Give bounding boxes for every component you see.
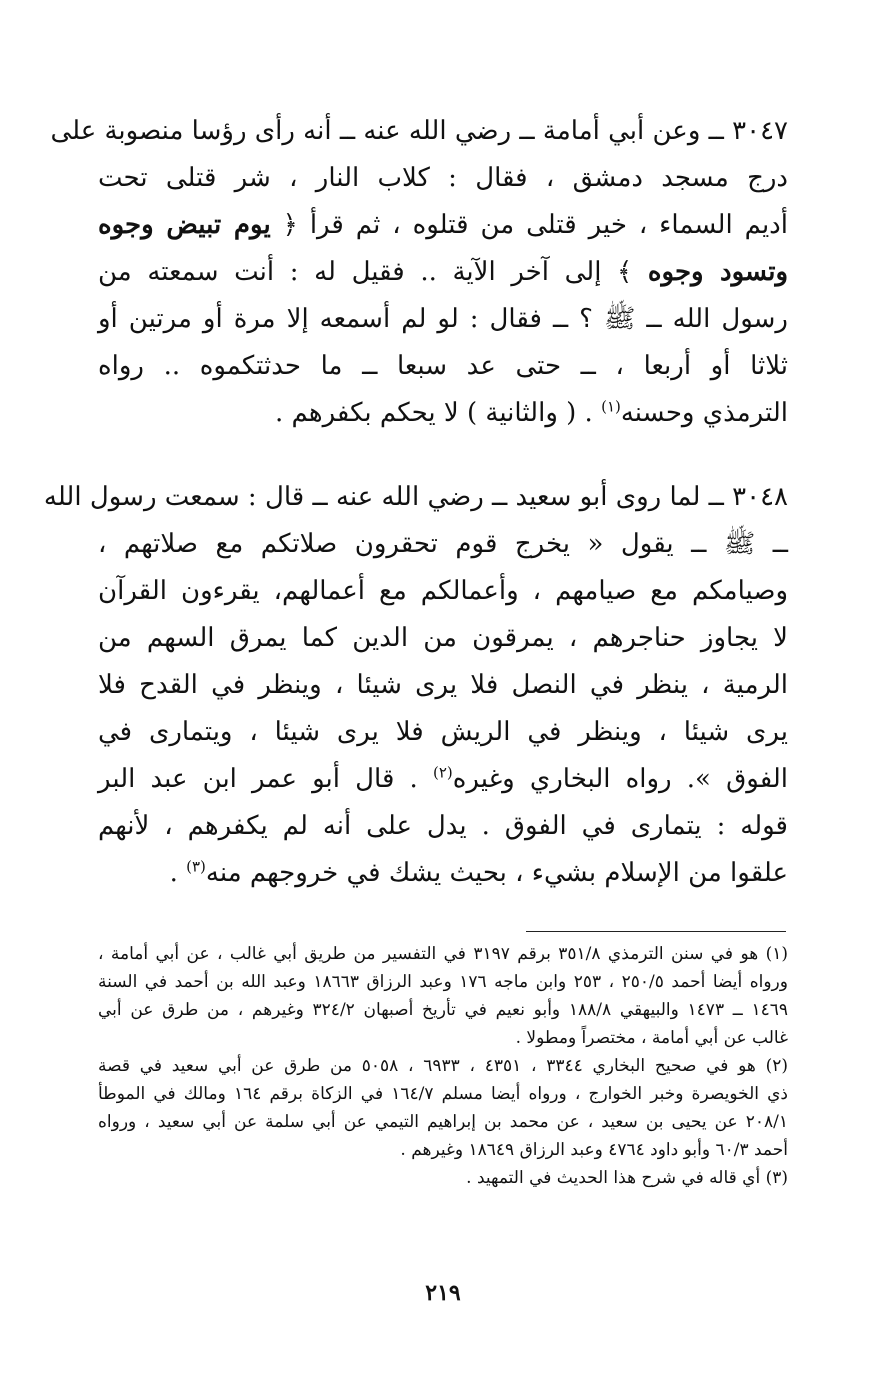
footnote-line: (٢) هو في صحيح البخاري ٣٣٤٤ ، ٤٣٥١ ، ٦٩٣٣ ، ٥٠٥٨ من طرق عن أبي سعيد في قصة	[98, 1056, 789, 1076]
footnote-line: (٣) أي قاله في شرح هذا الحديث في التمهيد .	[466, 1168, 788, 1188]
quran-verse: وتسود وجوه	[647, 257, 788, 287]
hadith-line: وصيامكم مع صيامهم ، وأعمالكم مع أعمالهم، يقرءون القرآن	[98, 576, 788, 606]
footnote-divider	[526, 931, 786, 932]
hadith-number: ٣٠٤٨ ــ	[708, 482, 788, 512]
hadith-line: ٣٠٤٧ ــ وعن أبي أمامة ــ رضي الله عنه ــ أنه رأى رؤسا منصوبة على	[50, 116, 788, 146]
hadith-line: الرمية ، ينظر في النصل فلا يرى شيئا ، وينظر في القدح فلا	[98, 670, 788, 700]
hadith-line: درج مسجد دمشق ، فقال : كلاب النار ، شر قتلى تحت	[98, 163, 788, 193]
footnote-line: غالب عن أبي أمامة ، مختصراً ومطولا .	[515, 1028, 788, 1048]
footnote-line: ذي الخويصرة وخبر الخوارج ، ورواه أيضا مسلم ١٦٤/٧ في الزكاة برقم ١٦٤ ومالك في الموطأ	[98, 1084, 788, 1104]
hadith-line: وتسود وجوه ﴾ إلى آخر الآية .. فقيل له : أنت سمعته من	[98, 257, 788, 287]
footnote-ref: (٢)	[432, 763, 453, 782]
quran-verse: يوم تبيض وجوه	[98, 210, 271, 240]
footnote-line: ورواه أيضا أحمد ٢٥٠/٥ ، ٢٥٣ وابن ماجه ١٧٦ وعبد الرزاق ١٨٦٦٣ وعبد الله بن أحمد في السنة	[98, 972, 788, 992]
hadith-line: الفوق ». رواه البخاري وغيره$^{(٢)}$ . قال أبو عمر ابن عبد البر	[98, 763, 788, 794]
footnote-ref: (٣)	[186, 857, 206, 876]
footnote-line: ١٤٦٩ ــ ١٤٧٣ والبيهقي ١٨٨/٨ وأبو نعيم في تأريخ أصبهان ٣٢٤/٢ وغيرهم ، من طرق عن أبي	[98, 1000, 789, 1020]
page-number: ٢١٩	[425, 1280, 461, 1306]
footnote-ref: (١)	[601, 397, 621, 416]
hadith-line: علقوا من الإسلام بشيء ، بحيث يشك في خروجهم منه$^{(٣)}$ .	[169, 857, 788, 888]
footnote-line: أحمد ٦٠/٣ وأبو داود ٤٧٦٤ وعبد الرزاق ١٨٦٤٩ وغيرهم .	[400, 1140, 788, 1160]
footnote-line: (١) هو في سنن الترمذي ٣٥١/٨ برقم ٣١٩٧ في التفسير من طريق أبي غالب ، عن أبي أمامة ،	[98, 944, 789, 964]
hadith-line: رسول الله ــ ﷺ ؟ ــ فقال : لو لم أسمعه إلا مرة أو مرتين أو	[98, 304, 788, 334]
hadith-line: قوله : يتمارى في الفوق . يدل على أنه لم يكفرهم ، لأنهم	[98, 811, 788, 841]
hadith-3048	[43, 474, 788, 897]
footnote-line: ٢٠٨/١ عن يحيى بن سعيد ، عن محمد بن إبراهيم التيمي عن أبي سلمة عن أبي سعيد ، ورواه	[98, 1112, 788, 1132]
hadith-line: لا يجاوز حناجرهم ، يمرقون من الدين كما يمرق السهم من	[98, 623, 788, 653]
hadith-line: ثلاثا أو أربعا ، ــ حتى عد سبعا ــ ما حدثتكموه .. رواه	[98, 351, 788, 381]
footnotes	[98, 940, 788, 1192]
hadith-line: الترمذي وحسنه$^{(١)}$ . ( والثانية ) لا يحكم بكفرهم .	[275, 397, 788, 428]
hadith-line: ــ ﷺ ــ يقول « يخرج قوم تحقرون صلاتكم مع صلاتهم ،	[98, 529, 788, 559]
hadith-number: ٣٠٤٧ ــ	[708, 116, 788, 146]
hadith-line: أديم السماء ، خير قتلى من قتلوه ، ثم قرأ ﴿ يوم تبيض وجوه	[98, 210, 788, 240]
hadith-line: يرى شيئا ، وينظر في الريش فلا يرى شيئا ، ويتمارى في	[98, 717, 788, 747]
hadith-3047	[50, 108, 788, 437]
hadith-line: ٣٠٤٨ ــ لما روى أبو سعيد ــ رضي الله عنه ــ قال : سمعت رسول الله	[43, 482, 788, 512]
